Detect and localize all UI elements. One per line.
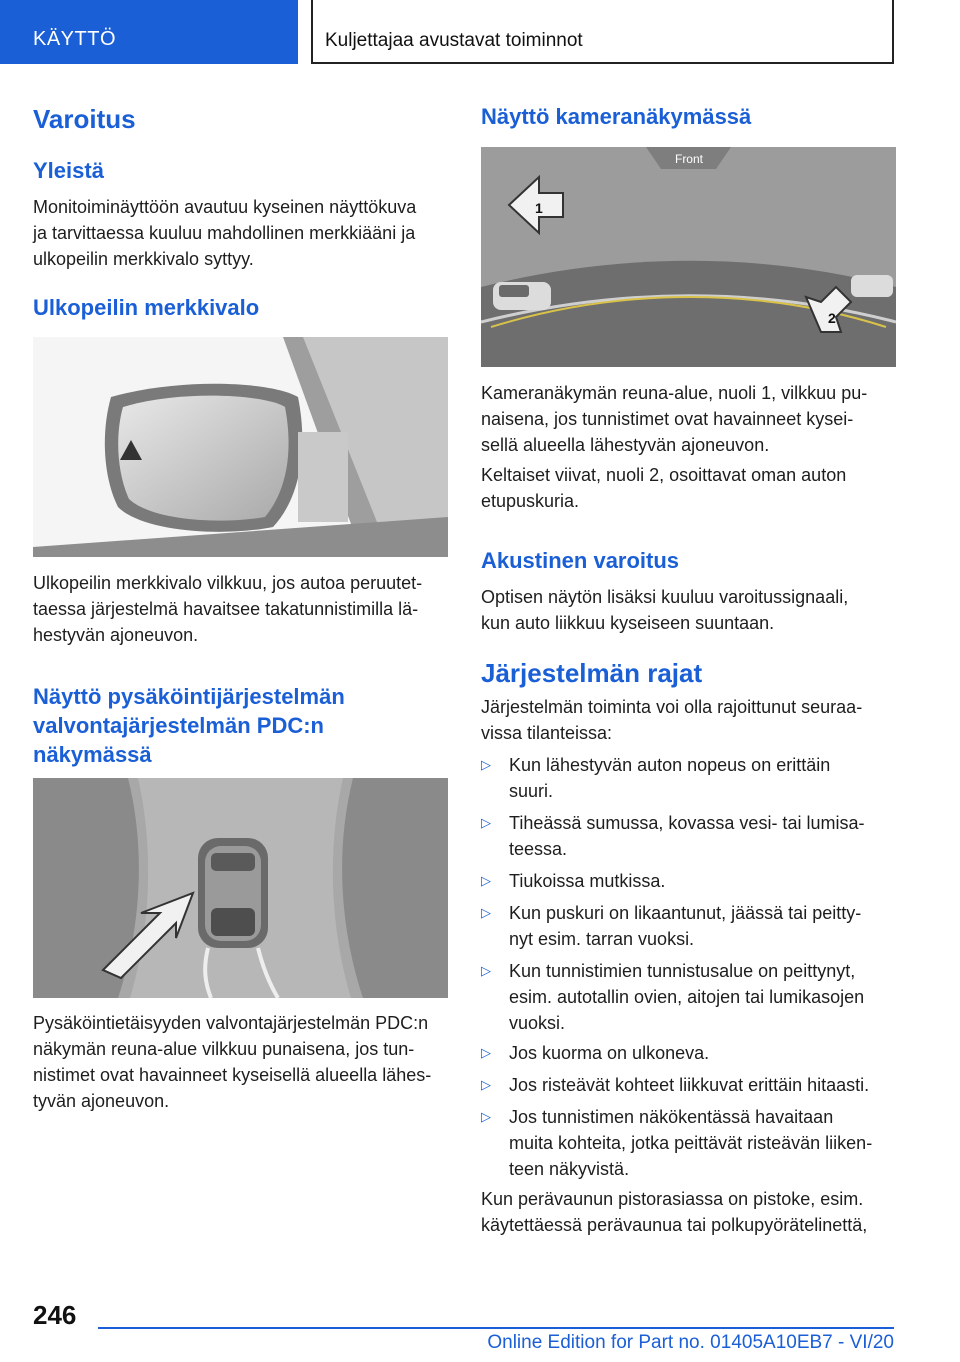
heading-pdc: Näyttö pysäköintijärjestelmän valvontajärjestelmän PDC:n näkymässä [33,684,345,767]
heading-general: Yleistä [33,158,104,183]
bullet-triangle-icon: ▷ [481,1109,491,1124]
edition-footer: Online Edition for Part no. 01405A10EB7 - VI/20 [487,1332,894,1353]
footer-divider [98,1327,894,1329]
bullet-triangle-icon: ▷ [481,1077,491,1092]
paragraph-camera-1: Kameranäkymän reuna-alue, nuoli 1, vilkkuu pu‐ naisena, jos tunnistimet ovat havainneet kysei‐ sellä alueella lähestyvän ajoneuvon. [481,383,868,455]
bullet-triangle-icon: ▷ [481,815,491,830]
camera-figure [481,147,896,367]
arrow-2-label: 2 [828,310,836,326]
heading-limits: Järjestelmän rajat [481,658,703,688]
heading-camera: Näyttö kameranäkymässä [481,104,752,129]
front-label: Front [674,152,704,166]
section-tab [0,0,298,64]
paragraph-acoustic: Optisen näytön lisäksi kuuluu varoitussignaali, kun auto liikkuu kyseiseen suuntaan. [481,587,849,633]
bullet-triangle-icon: ▷ [481,757,491,772]
section-title: KÄYTTÖ [33,28,117,50]
page-number: 246 [33,1300,77,1330]
paragraph-mirror: Ulkopeilin merkkivalo vilkkuu, jos autoa peruutet‐ taessa järjestelmä havaitsee takatunnistimilla lä‐ hestyvän ajoneuvon. [33,573,423,645]
arrow-1-label: 1 [535,200,543,216]
heading-acoustic: Akustinen varoitus [481,548,680,573]
pdc-figure [33,778,448,998]
chapter-title: Kuljettajaa avustavat toiminnot [325,30,583,51]
bullet-triangle-icon: ▷ [481,905,491,920]
paragraph-pdc: Pysäköintietäisyyden valvontajärjestelmän PDC:n näkymän reuna-alue vilkkuu punaisena, jos tun‐ nistimet ovat havainneet kyseisellä alueella lähes‐ tyvän ajoneuvon. [33,1013,432,1111]
paragraph-general: Monitoiminäyttöön avautuu kyseinen näyttökuva ja tarvittaessa kuuluu mahdollinen merkkiääni ja ulkopeilin merkkivalo syttyy. [33,197,417,269]
heading-mirror: Ulkopeilin merkkivalo [33,295,260,320]
paragraph-limits: Järjestelmän toiminta voi olla rajoittunut seuraa‐ vissa tilanteissa: [481,697,863,743]
bullet-triangle-icon: ▷ [481,873,491,888]
paragraph-camera-2: Keltaiset viivat, nuoli 2, osoittavat oman auton etupuskuria. [481,465,847,511]
chapter-header [311,0,894,64]
bullet-triangle-icon: ▷ [481,963,491,978]
paragraph-trailer: Kun perävaunun pistorasiassa on pistoke, esim. käytettäessä perävaunua tai polkupyörätelinettä, [481,1189,868,1235]
bullet-triangle-icon: ▷ [481,1045,491,1060]
mirror-figure [33,337,448,557]
heading-warning: Varoitus [33,104,136,134]
